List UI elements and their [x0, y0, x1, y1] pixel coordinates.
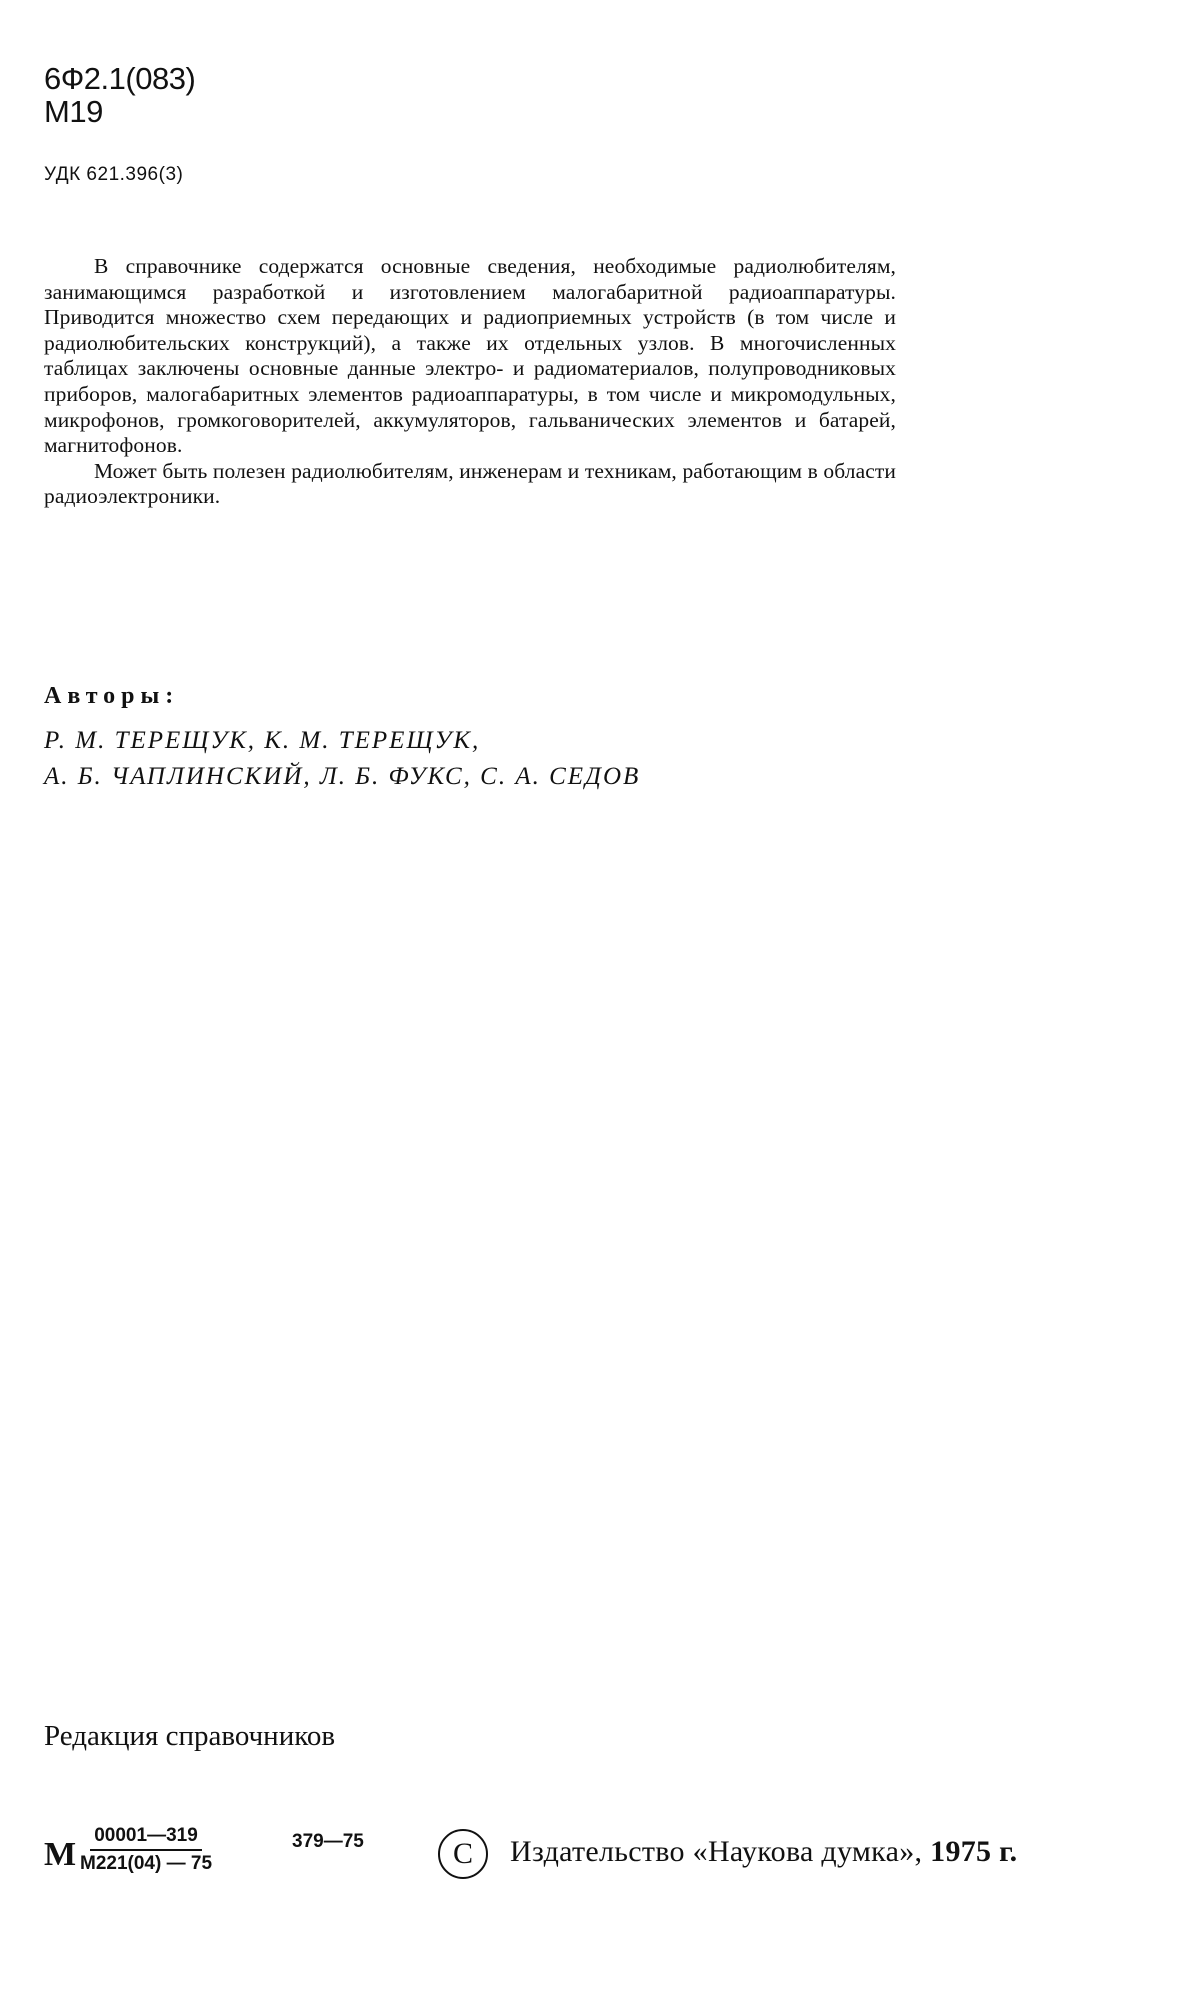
authors-line: А. Б. ЧАПЛИНСКИЙ, Л. Б. ФУКС, С. А. СЕДОВ — [44, 763, 641, 790]
fraction-denominator: М221(04) — 75 — [80, 1853, 213, 1874]
fraction-numerator: 00001—319 — [90, 1825, 202, 1851]
abstract — [44, 254, 896, 510]
authors-line: Р. М. ТЕРЕЩУК, К. М. ТЕРЕЩУК, — [44, 727, 481, 754]
author-sign: М19 — [44, 94, 103, 129]
publication-year: 1975 г. — [930, 1835, 1018, 1868]
index-letter: М — [44, 1836, 77, 1873]
classification-block — [44, 62, 195, 128]
copyright-icon — [438, 1829, 488, 1879]
copyright-letter: C — [452, 1837, 473, 1870]
publisher-name: Издательство «Наукова думка», — [510, 1835, 923, 1868]
imprint-footer — [44, 1825, 1164, 1895]
bbk-code: 6Ф2.1(083) — [44, 61, 196, 96]
index-fraction — [80, 1825, 212, 1875]
index-suffix: 379—75 — [292, 1831, 364, 1852]
authors-heading: Авторы: — [44, 683, 180, 709]
udk-code: УДК 621.396(3) — [44, 164, 184, 185]
abstract-paragraph: В справочнике содержатся основные сведения, необходимые радиолюбителям, занимающимся разработкой и изготовлением малогабаритной радиоаппаратуры. Приводится множество схем передающих и радиоприемных устройств (в том числе и радиолюбительских конструкций), а также их отдельных узлов. В многочисленных таблицах заключены основные данные электро- и радиоматериалов, полупроводниковых приборов, малогабаритных элементов радиоаппаратуры, в том числе и микромодульных, микрофонов, громкоговорителей, аккумуляторов, гальванических элементов и батарей, магнитофонов. — [44, 254, 896, 458]
abstract-paragraph: Может быть полезен радиолюбителям, инженерам и техникам, работающим в области радиоэлектроники. — [44, 458, 896, 509]
edition-note: Редакция справочников — [44, 1720, 336, 1752]
publisher-line — [510, 1835, 1017, 1869]
